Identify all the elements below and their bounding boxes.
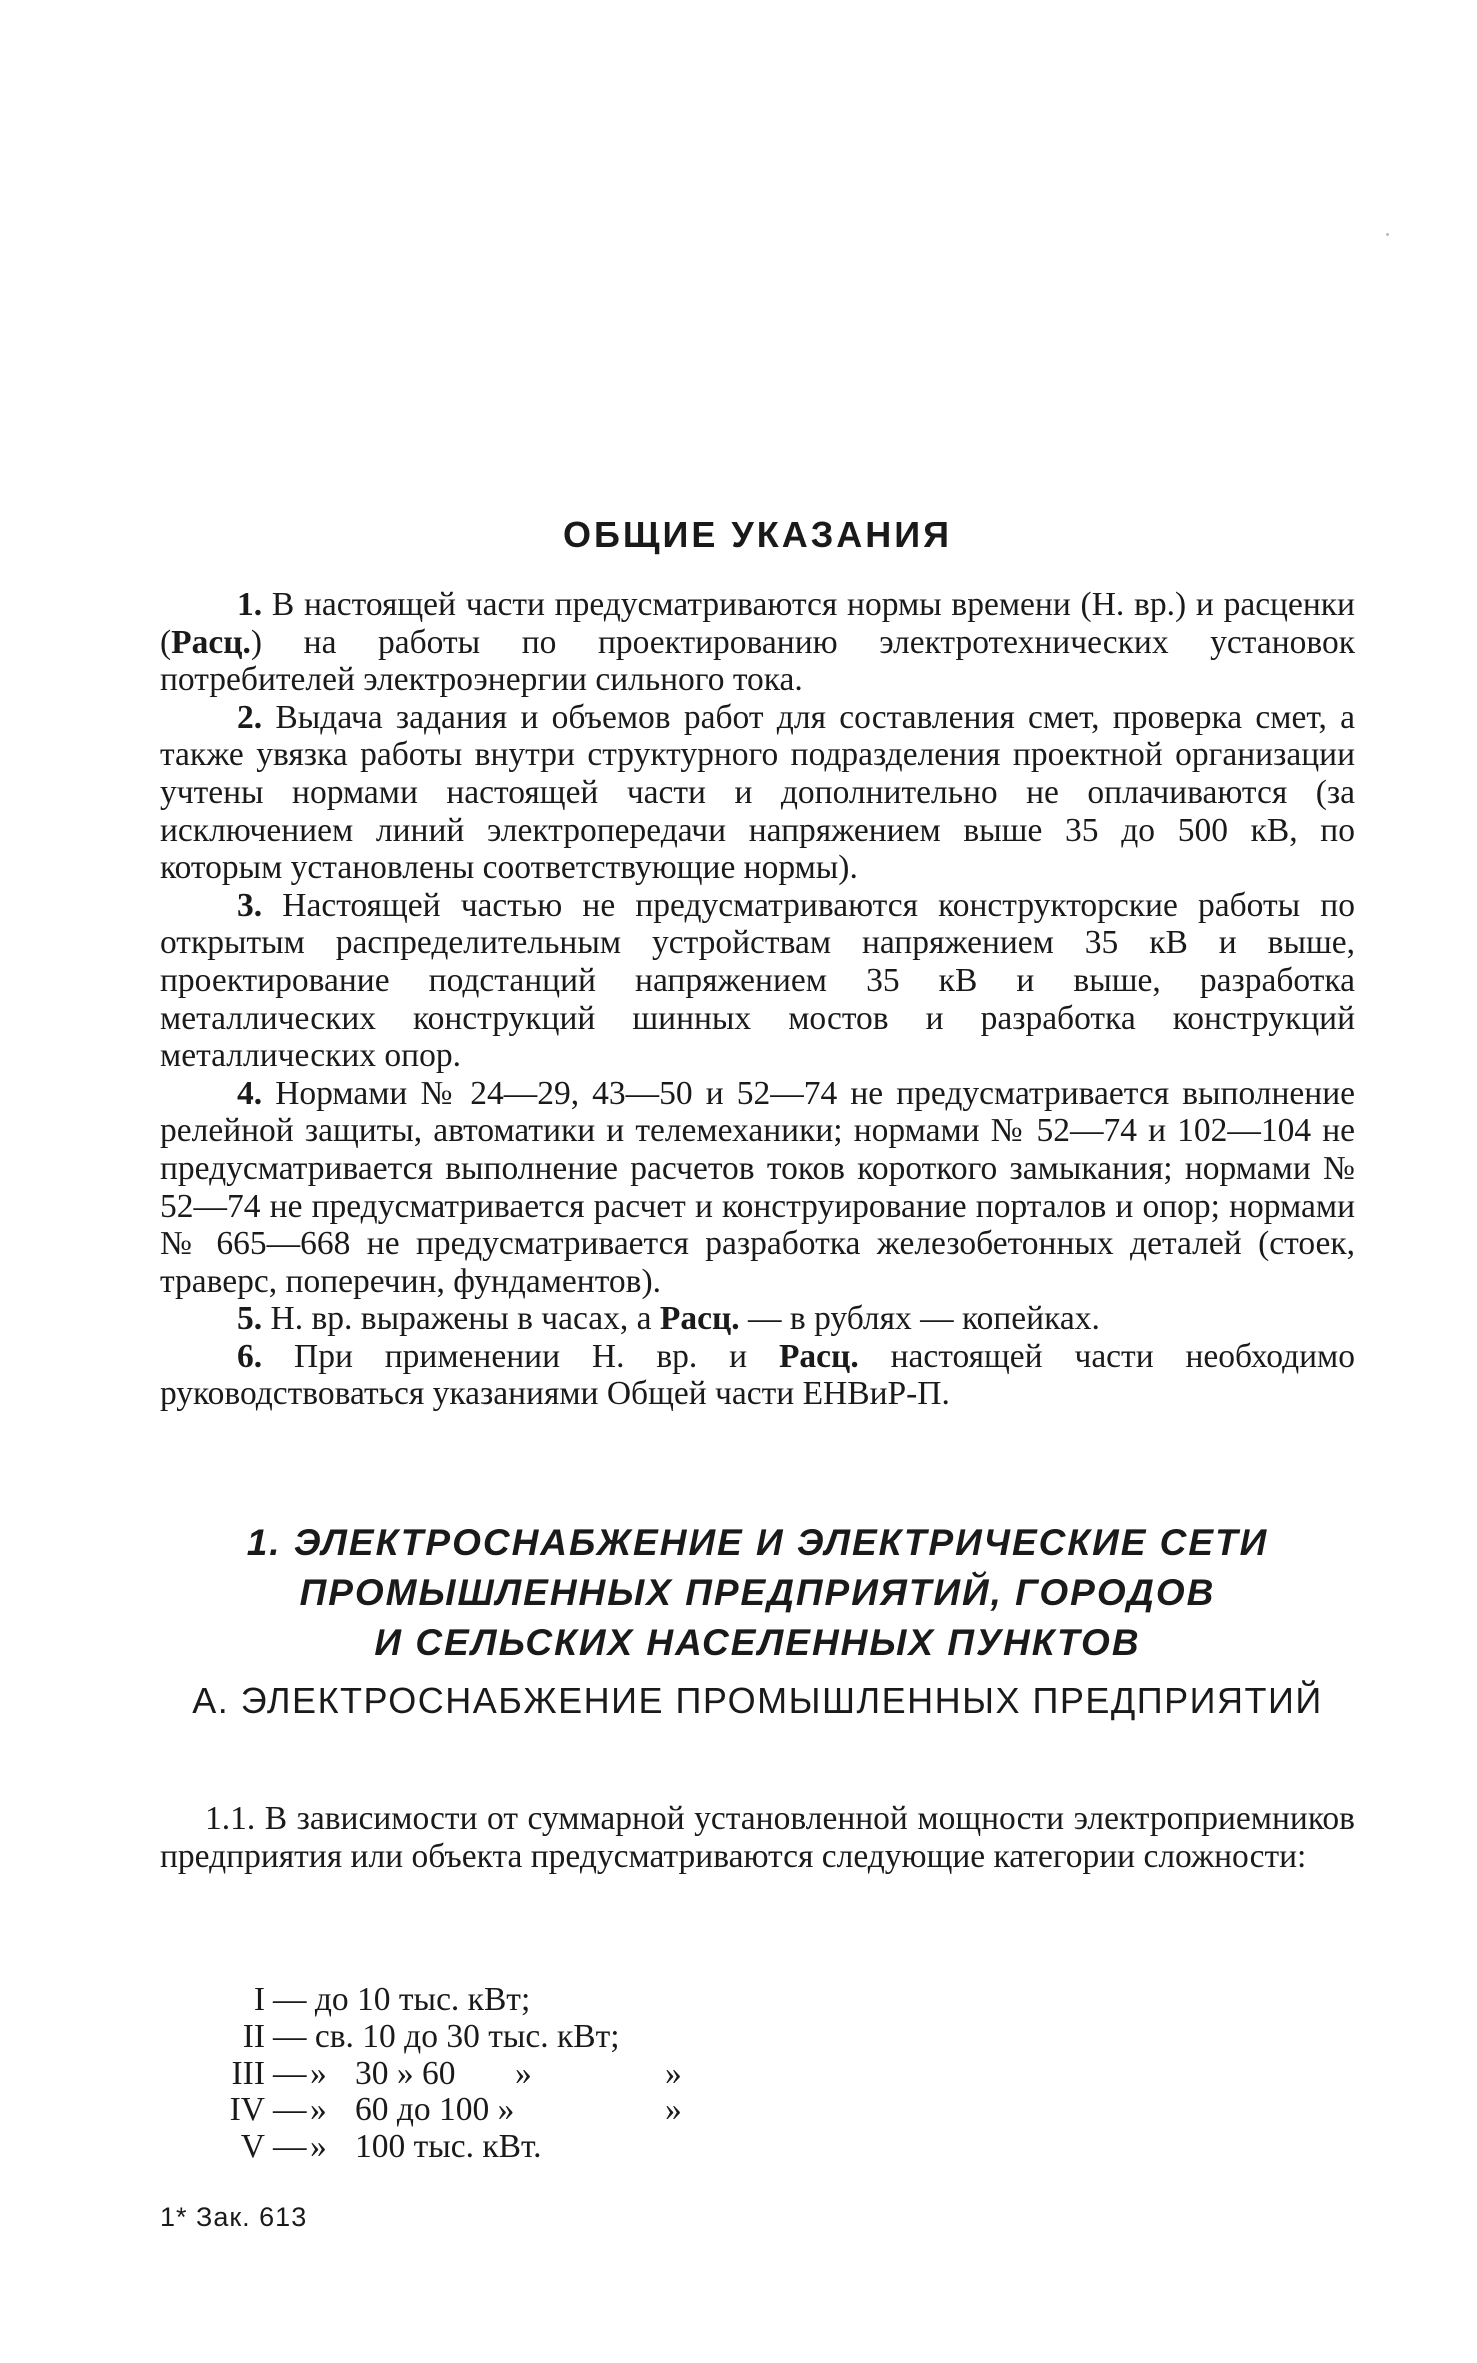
category-text: » — [310, 2128, 327, 2166]
category-text: — до 10 тыс. кВт; — [273, 1981, 531, 2018]
instruction-paragraph-5 — [160, 1300, 1355, 1338]
instruction-paragraph-6 — [160, 1338, 1355, 1413]
clause-paragraph — [160, 1800, 1355, 1875]
category-row — [215, 1982, 715, 2019]
instruction-text: ) на работы по проектированию электротехнических установок потребителей электроэнергии сильного тока. — [160, 623, 1355, 699]
page-footer: 1* Зак. 613 — [160, 2202, 308, 2232]
instruction-number: 3. — [237, 886, 263, 924]
instruction-text: — в рублях — копейках. — [739, 1300, 1100, 1338]
instruction-number: 5. — [237, 1300, 263, 1338]
instruction-paragraph-4 — [160, 1075, 1355, 1301]
instruction-number: 1. — [237, 586, 263, 623]
instruction-paragraph-2 — [160, 699, 1355, 887]
category-row — [215, 2092, 715, 2129]
category-text: 100 тыс. кВт. — [355, 2128, 542, 2166]
category-text: 30 » 60 — [355, 2054, 456, 2092]
instruction-paragraph-1 — [160, 586, 1355, 699]
category-text: — — [273, 2091, 307, 2129]
bold-term: Расц. — [659, 1300, 740, 1338]
subsection-title: А. ЭЛЕКТРОСНАБЖЕНИЕ ПРОМЫШЛЕННЫХ ПРЕДПРИЯТИЙ — [192, 1680, 1323, 1721]
instruction-paragraph-3 — [160, 887, 1355, 1075]
instruction-text: При применении Н. вр. и — [262, 1337, 779, 1375]
category-roman-numeral: IV — [229, 2091, 265, 2129]
bold-term: Расц. — [778, 1337, 859, 1375]
instruction-text: настоящей части необходимо руководствоваться указаниями Общей части ЕНВиР-П. — [160, 1337, 1355, 1413]
complexity-categories-list — [215, 1982, 715, 2166]
category-roman-numeral: I — [253, 1981, 265, 2018]
general-instructions-body — [160, 586, 1355, 1413]
category-text: » — [310, 2054, 327, 2092]
section-title-line: ПРОМЫШЛЕННЫХ ПРЕДПРИЯТИЙ, ГОРОДОВ — [299, 1572, 1216, 1613]
category-row — [215, 2129, 715, 2166]
scan-speck — [1386, 233, 1389, 236]
category-text: » — [665, 2054, 682, 2092]
category-roman-numeral: II — [242, 2017, 265, 2055]
clause-text: В зависимости от суммарной установленной мощности электроприемников предприятия или объекта предусматриваются следующие категории сложности: — [160, 1800, 1355, 1875]
category-row — [215, 2056, 715, 2093]
instruction-number: 4. — [237, 1074, 263, 1112]
category-text: — — [273, 2054, 307, 2092]
clause-1-1 — [160, 1800, 1355, 1875]
general-instructions-heading: ОБЩИЕ УКАЗАНИЯ — [562, 514, 953, 555]
category-text: — — [273, 2128, 307, 2166]
instruction-text: Н. вр. выражены в часах, а — [262, 1300, 660, 1338]
category-text: » — [515, 2054, 532, 2092]
instruction-number: 6. — [237, 1337, 263, 1375]
category-text: — св. 10 до 30 тыс. кВт; — [273, 2017, 620, 2055]
section-title-line: И СЕЛЬСКИХ НАСЕЛЕННЫХ ПУНКТОВ — [374, 1622, 1141, 1663]
category-text: » — [310, 2091, 327, 2129]
instruction-text: В настоящей части предусматриваются нормы времени (Н. вр.) и расценки ( — [160, 586, 1355, 661]
category-roman-numeral: V — [240, 2128, 265, 2166]
clause-number: 1.1. — [205, 1800, 256, 1837]
category-row — [215, 2019, 715, 2056]
section-title — [160, 1518, 1355, 1668]
section-title-line: 1. ЭЛЕКТРОСНАБЖЕНИЕ И ЭЛЕКТРИЧЕСКИЕ СЕТИ — [246, 1522, 1269, 1563]
instruction-text: Выдача задания и объемов работ для составления смет, проверка смет, а также увязка работы внутри структурного подразделения проектной организации учтены нормами настоящей части и дополнительно не оплачиваются (за исключением линий электропередачи напряжением выше 35 до 500 кВ, по которым установлены соответствующие нормы). — [160, 698, 1355, 887]
category-text: 60 до 100 » — [355, 2091, 515, 2129]
instruction-number: 2. — [237, 698, 263, 736]
instruction-text: Настоящей частью не предусматриваются конструкторские работы по открытым распределительным устройствам напряжением 35 кВ и выше, проектирование подстанций напряжением 35 кВ и выше, разработка металлических конструкций шинных мостов и разработка конструкций металлических опор. — [160, 886, 1355, 1075]
bold-term: Расц. — [171, 623, 251, 661]
category-text: » — [665, 2091, 682, 2129]
category-roman-numeral: III — [231, 2054, 265, 2092]
instruction-text: Нормами № 24—29, 43—50 и 52—74 не предусматривается выполнение релейной защиты, автоматики и телемеханики; нормами № 52—74 и 102—104 не предусматривается выполнение расчетов токов короткого замыкания; нормами № 52—74 не предусматривается расчет и конструирование порталов и опор; нормами № 665—668 не предусматривается разработка железобетонных деталей (стоек, траверс, поперечин, фундаментов). — [160, 1074, 1355, 1300]
